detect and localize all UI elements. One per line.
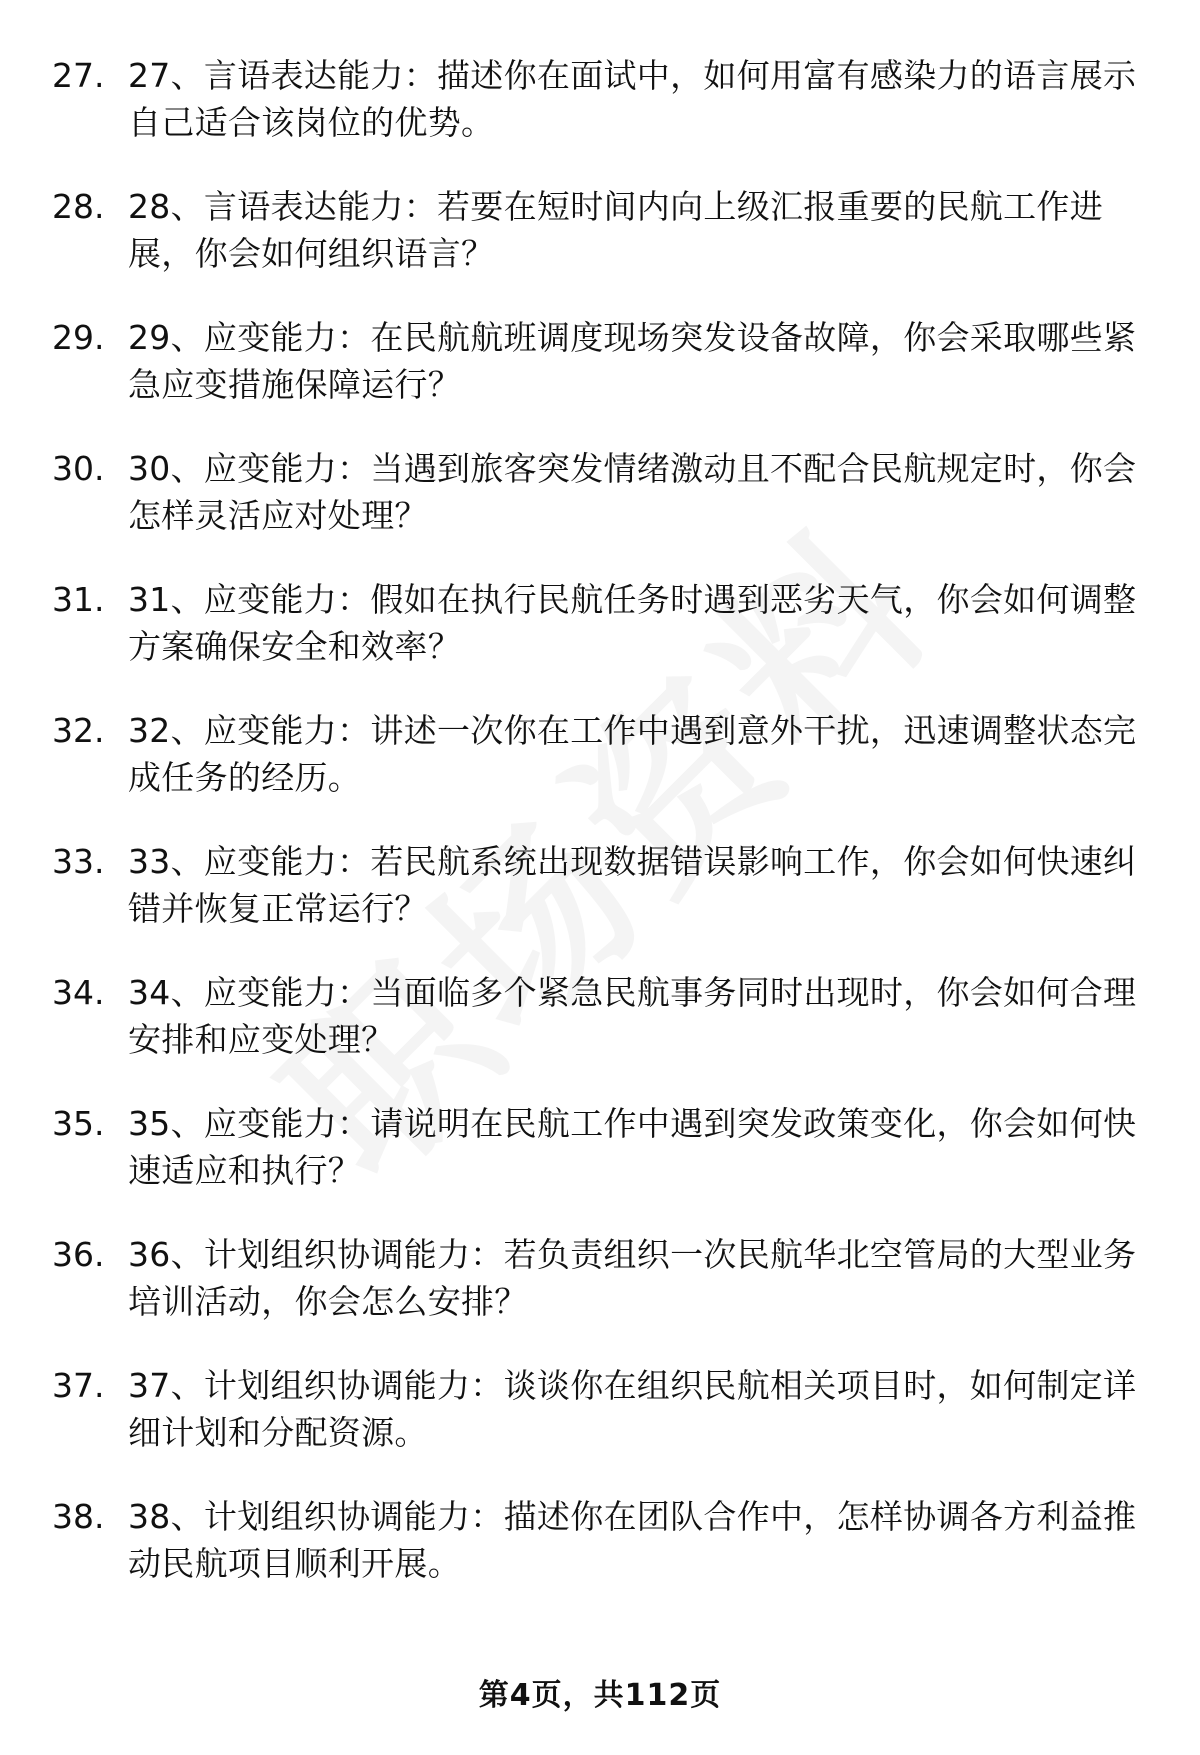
- question-number: 29.: [52, 318, 105, 357]
- question-number: 37.: [52, 1366, 105, 1405]
- list-item: [0, 1493, 1200, 1624]
- list-item: [0, 576, 1200, 707]
- list-item: [0, 52, 1200, 183]
- list-item: [0, 838, 1200, 969]
- question-number: 32.: [52, 711, 105, 750]
- question-number: 36.: [52, 1235, 105, 1274]
- question-text: 38、计划组织协调能力：描述你在团队合作中，怎样协调各方利益推动民航项目顺利开展。: [128, 1497, 1137, 1583]
- list-item: [0, 314, 1200, 445]
- question-text: 32、应变能力：讲述一次你在工作中遇到意外干扰，迅速调整状态完成任务的经历。: [128, 711, 1137, 797]
- list-item: [0, 1100, 1200, 1231]
- question-number: 38.: [52, 1497, 105, 1536]
- question-number: 35.: [52, 1104, 105, 1143]
- question-text: 27、言语表达能力：描述你在面试中，如何用富有感染力的语言展示自己适合该岗位的优势。: [128, 56, 1137, 142]
- question-text: 29、应变能力：在民航航班调度现场突发设备故障，你会采取哪些紧急应变措施保障运行？: [128, 318, 1137, 404]
- question-text: 28、言语表达能力：若要在短时间内向上级汇报重要的民航工作进展，你会如何组织语言？: [128, 187, 1103, 273]
- list-item: [0, 1362, 1200, 1493]
- question-number: 28.: [52, 187, 105, 226]
- question-number: 31.: [52, 580, 105, 619]
- list-item: [0, 445, 1200, 576]
- question-text: 31、应变能力：假如在执行民航任务时遇到恶劣天气，你会如何调整方案确保安全和效率？: [128, 580, 1137, 666]
- list-item: [0, 969, 1200, 1100]
- question-text: 33、应变能力：若民航系统出现数据错误影响工作，你会如何快速纠错并恢复正常运行？: [128, 842, 1137, 928]
- question-text: 35、应变能力：请说明在民航工作中遇到突发政策变化，你会如何快速适应和执行？: [128, 1104, 1137, 1190]
- question-text: 30、应变能力：当遇到旅客突发情绪激动且不配合民航规定时，你会怎样灵活应对处理？: [128, 449, 1137, 535]
- question-text: 37、计划组织协调能力：谈谈你在组织民航相关项目时，如何制定详细计划和分配资源。: [128, 1366, 1137, 1452]
- question-list: [0, 52, 1200, 1624]
- question-number: 34.: [52, 973, 105, 1012]
- page-number-footer: 第4页，共112页: [478, 1678, 722, 1713]
- question-text: 36、计划组织协调能力：若负责组织一次民航华北空管局的大型业务培训活动，你会怎么安排？: [128, 1235, 1137, 1321]
- question-number: 33.: [52, 842, 105, 881]
- question-text: 34、应变能力：当面临多个紧急民航事务同时出现时，你会如何合理安排和应变处理？: [128, 973, 1137, 1059]
- list-item: [0, 1231, 1200, 1362]
- question-number: 30.: [52, 449, 105, 488]
- list-item: [0, 707, 1200, 838]
- question-number: 27.: [52, 56, 105, 95]
- list-item: [0, 183, 1200, 314]
